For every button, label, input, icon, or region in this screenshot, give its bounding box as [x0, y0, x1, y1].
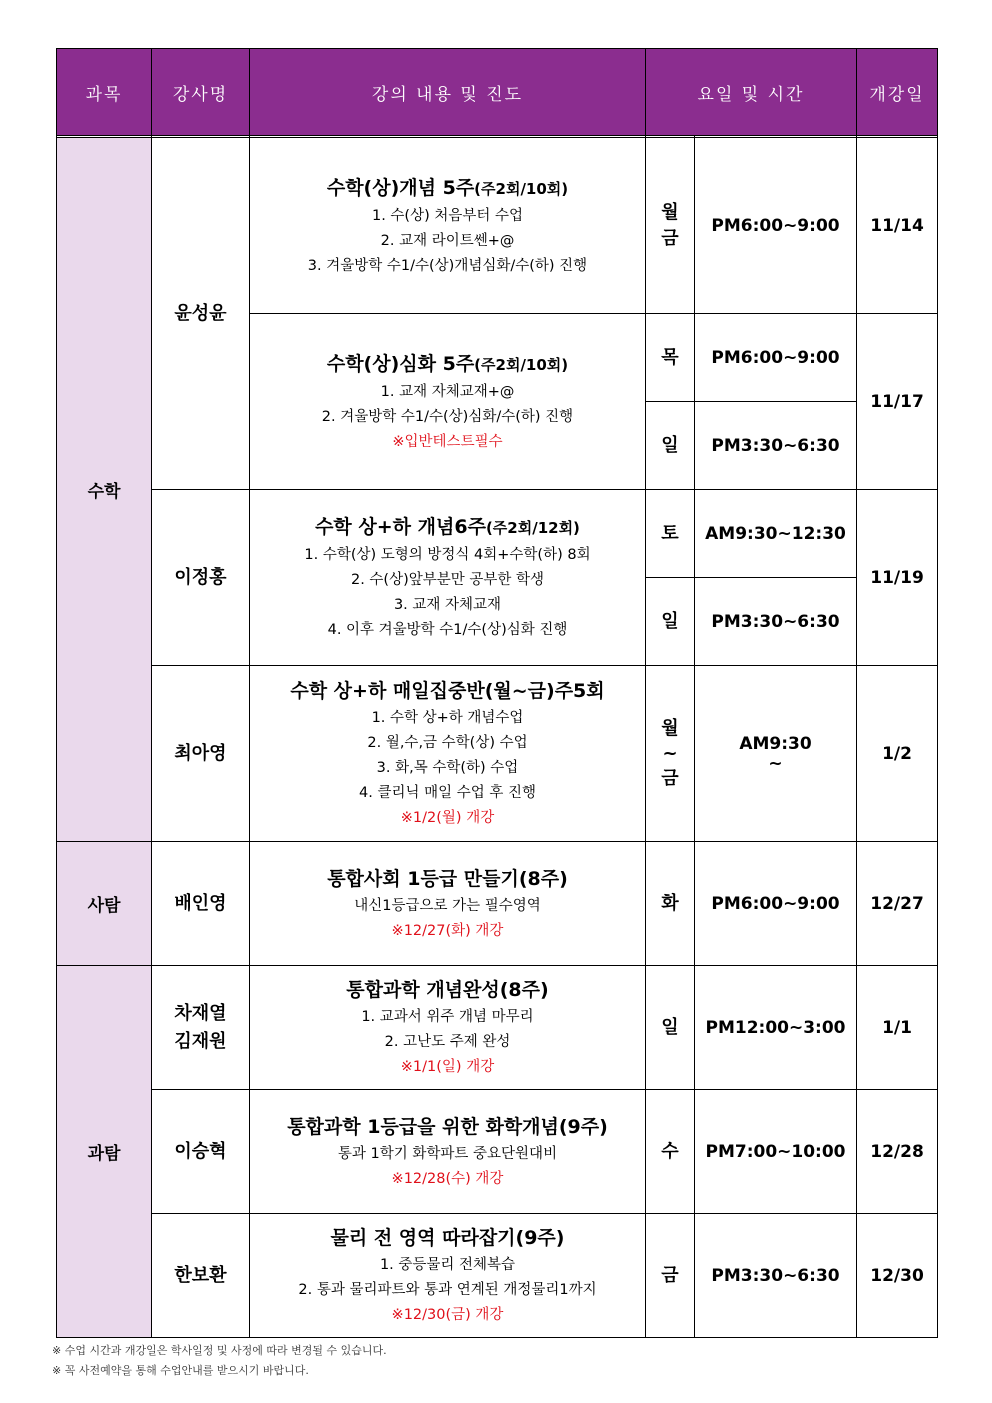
time-cell: PM3:30~6:30 [695, 402, 857, 490]
course-note: ※1/2(월) 개강 [400, 810, 495, 826]
teacher-leesh: 이승혁 [152, 1090, 250, 1214]
course-content [250, 1090, 646, 1214]
start-date: 12/28 [857, 1090, 938, 1214]
day-cell: 목 [646, 314, 695, 402]
course-title: 수학(상)개념 5주(주2회/10회) [326, 176, 569, 199]
course-line: 2. 교재 라이트쎈+@ [380, 232, 515, 249]
header-schedule: 요일 및 시간 [646, 49, 857, 136]
course-line: 2. 고난도 주제 완성 [384, 1034, 511, 1050]
start-date: 11/19 [857, 490, 938, 666]
header-teacher: 강사명 [152, 49, 250, 136]
course-line: 3. 겨울방학 수1/수(상)개념심화/수(하) 진행 [307, 257, 588, 274]
day-cell: 일 [646, 578, 695, 666]
start-date: 11/14 [857, 138, 938, 314]
day-cell: 월 금 [646, 138, 695, 314]
course-line: 3. 화,목 수학(하) 수업 [376, 760, 519, 776]
time-cell: PM7:00~10:00 [695, 1090, 857, 1214]
course-line: 1. 수학 상+하 개념수업 [371, 710, 524, 726]
table-row [57, 842, 938, 966]
time-cell: AM9:30~12:30 [695, 490, 857, 578]
course-line: 2. 겨울방학 수1/수(상)심화/수(하) 진행 [321, 408, 574, 425]
time-cell: PM3:30~6:30 [695, 578, 857, 666]
day-cell: 금 [646, 1214, 695, 1338]
course-line: 1. 교과서 위주 개념 마무리 [361, 1009, 534, 1025]
day-cell: 수 [646, 1090, 695, 1214]
start-date: 12/27 [857, 842, 938, 966]
start-date: 12/30 [857, 1214, 938, 1338]
header-row [57, 49, 938, 136]
course-content [250, 842, 646, 966]
course-line: 2. 월,수,금 수학(상) 수업 [367, 735, 528, 751]
start-date: 11/17 [857, 314, 938, 490]
course-content [250, 1214, 646, 1338]
course-title: 물리 전 영역 따라잡기(9주) [330, 1227, 565, 1249]
subject-science: 과탐 [57, 966, 152, 1338]
footer-note: ※ 꼭 사전예약을 통해 수업안내를 받으시기 바랍니다. [52, 1364, 309, 1377]
course-title: 수학(상)심화 5주(주2회/10회) [326, 352, 569, 375]
start-date: 1/1 [857, 966, 938, 1090]
teacher-yoon: 윤성윤 [152, 138, 250, 490]
table-row [57, 490, 938, 578]
header-subject: 과목 [57, 49, 152, 136]
course-line: 4. 클리닉 매일 수업 후 진행 [359, 785, 536, 801]
course-line: 2. 통과 물리파트와 통과 연계된 개정물리1까지 [298, 1282, 597, 1298]
subject-math: 수학 [57, 138, 152, 842]
course-note: ※12/27(화) 개강 [391, 922, 504, 939]
course-content [250, 966, 646, 1090]
course-line: 1. 중등물리 전체복습 [379, 1257, 516, 1273]
day-cell: 토 [646, 490, 695, 578]
course-line: 1. 수학(상) 도형의 방정식 4회+수학(하) 8회 [304, 547, 591, 563]
day-cell: 일 [646, 402, 695, 490]
course-note: ※입반테스트필수 [392, 433, 503, 450]
time-cell: PM6:00~9:00 [695, 138, 857, 314]
time-cell: PM6:00~9:00 [695, 314, 857, 402]
course-line: 3. 교재 자체교재 [393, 597, 502, 613]
course-line: 4. 이후 겨울방학 수1/수(상)심화 진행 [327, 622, 568, 638]
teacher-lee: 이정홍 [152, 490, 250, 666]
table-row [57, 966, 938, 1090]
header-content: 강의 내용 및 진도 [250, 49, 646, 136]
time-cell: AM9:30 ~ [695, 666, 857, 842]
course-note: ※12/30(금) 개강 [391, 1307, 504, 1323]
teacher-cha-kim: 차재열 김재원 [152, 966, 250, 1090]
course-title: 수학 상+하 매일집중반(월~금)주5회 [290, 680, 605, 702]
course-note: ※1/1(일) 개강 [400, 1059, 495, 1075]
course-line: 1. 수(상) 처음부터 수업 [371, 207, 524, 224]
table-row [57, 138, 938, 314]
course-line: 1. 교재 자체교재+@ [380, 383, 515, 400]
teacher-bae: 배인영 [152, 842, 250, 966]
day-cell: 화 [646, 842, 695, 966]
course-content [250, 490, 646, 666]
schedule-table [56, 48, 938, 1338]
course-line: 내신1등급으로 가는 필수영역 [354, 897, 541, 914]
course-line: 2. 수(상)앞부분만 공부한 학생 [350, 572, 545, 588]
course-title: 수학 상+하 개념6주(주2회/12회) [315, 516, 580, 538]
subject-social: 사탐 [57, 842, 152, 966]
footer-note: ※ 수업 시간과 개강일은 학사일정 및 사정에 따라 변경될 수 있습니다. [52, 1344, 387, 1357]
table-row [57, 1214, 938, 1338]
table-row [57, 666, 938, 842]
table-row [57, 1090, 938, 1214]
start-date: 1/2 [857, 666, 938, 842]
course-content [250, 138, 646, 314]
time-cell: PM3:30~6:30 [695, 1214, 857, 1338]
course-content [250, 314, 646, 490]
course-title: 통합사회 1등급 만들기(8주) [327, 867, 568, 890]
course-line: 통과 1학기 화학파트 중요단원대비 [337, 1145, 558, 1162]
day-cell: 월 ~ 금 [646, 666, 695, 842]
header-start: 개강일 [857, 49, 938, 136]
course-title: 통합과학 개념완성(8주) [346, 979, 549, 1001]
course-title: 통합과학 1등급을 위한 화학개념(9주) [287, 1115, 608, 1138]
teacher-han: 한보환 [152, 1214, 250, 1338]
time-cell: PM6:00~9:00 [695, 842, 857, 966]
course-content [250, 666, 646, 842]
course-note: ※12/28(수) 개강 [391, 1170, 504, 1187]
teacher-choi: 최아영 [152, 666, 250, 842]
time-cell: PM12:00~3:00 [695, 966, 857, 1090]
day-cell: 일 [646, 966, 695, 1090]
